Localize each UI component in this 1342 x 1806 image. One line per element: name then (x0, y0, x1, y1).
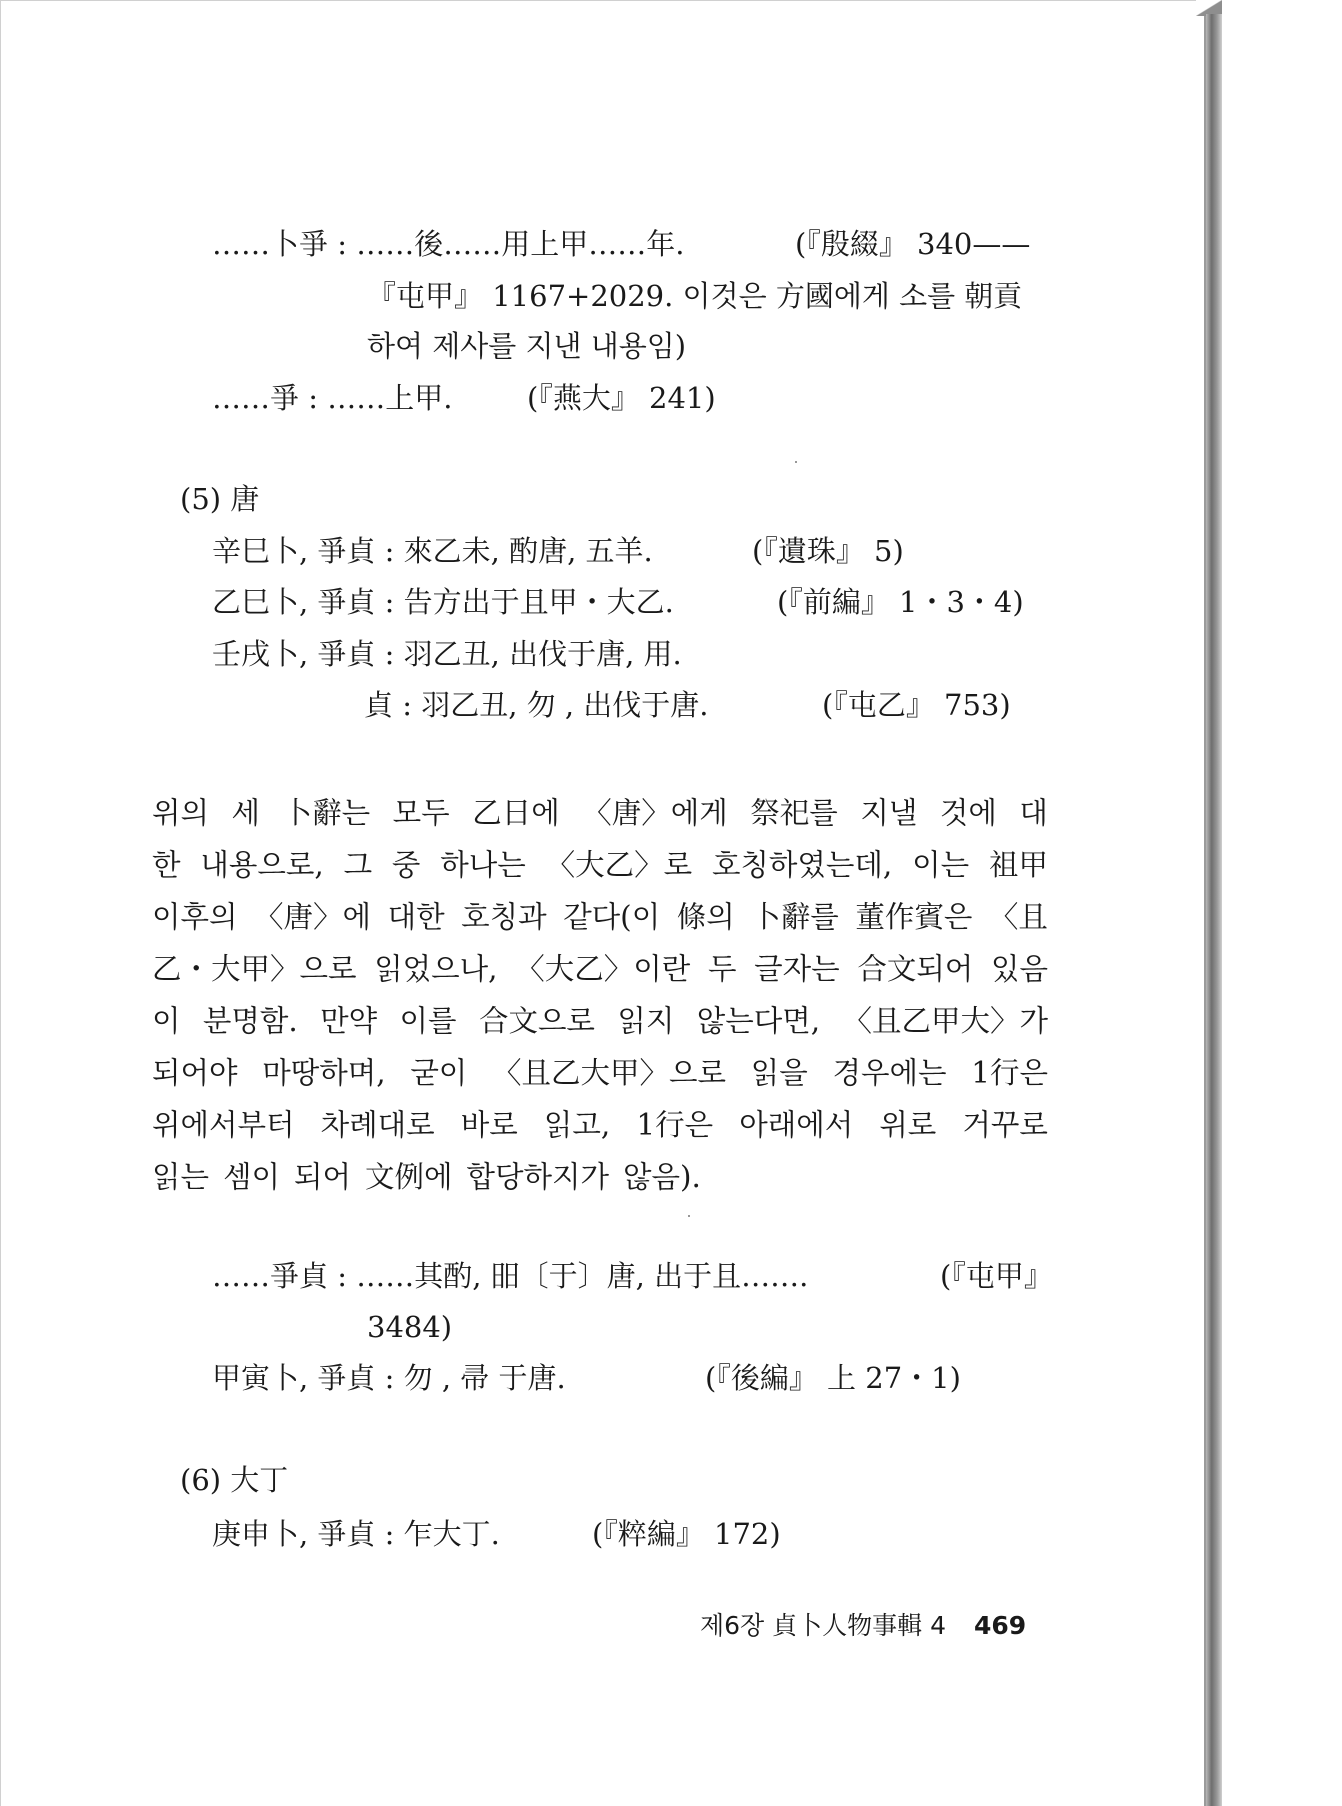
paragraph-word: 되어야 (152, 1056, 238, 1090)
paragraph-word: 것에 (939, 796, 997, 830)
inscription-text: 乙巳卜, 爭貞 : 告方出于且甲・大乙. (212, 585, 674, 619)
paragraph-word: 같다(이 (563, 900, 661, 934)
paragraph-word: 경우에는 (832, 1056, 947, 1090)
paragraph-word: 합당하지가 (466, 1160, 609, 1194)
paragraph-line (152, 1047, 1048, 1099)
paragraph-word: 〈唐〉에 (254, 900, 372, 934)
section-heading (180, 1460, 288, 1500)
inscription-line (212, 378, 452, 418)
inscription-source (822, 685, 1011, 725)
source-citation: (『粹編』 172) (592, 1517, 781, 1551)
paragraph-word: 호칭하였는데, (711, 848, 893, 882)
paragraph-line (152, 943, 1048, 995)
paragraph-word: 〈大乙〉로 (545, 848, 693, 882)
paragraph-word: 乙日에 (472, 796, 560, 830)
paragraph-line (152, 787, 1048, 839)
paragraph-word: 合文되어 (857, 952, 974, 986)
inscription-line (212, 1514, 500, 1554)
paragraph-word: 1行은 (636, 1108, 714, 1142)
paragraph-word: 중 (391, 848, 421, 882)
inscription-source (592, 1514, 781, 1554)
paragraph-word: 祭祀를 (750, 796, 838, 830)
inscription-source (795, 224, 1030, 264)
paragraph-word: 읽고, (543, 1108, 611, 1142)
inscription-line (367, 1307, 452, 1347)
paragraph-word: 읽지 (617, 1004, 675, 1038)
inscription-text: ……爭 : ……上甲. (212, 381, 453, 415)
paragraph-word: 〈唐〉에게 (582, 796, 728, 830)
paragraph-line (152, 839, 1048, 891)
paragraph-word: 마땅하며, (262, 1056, 386, 1090)
paragraph-word: 글자는 (754, 952, 840, 986)
inscription-text: 庚申卜, 爭貞 : 乍大丁. (212, 1517, 500, 1551)
inscription-line (212, 582, 674, 622)
paragraph-word: 읽는 (152, 1160, 209, 1194)
inscription-note: 하여 제사를 지낸 내용임) (367, 329, 687, 363)
paragraph-word: 만약 (320, 1004, 378, 1038)
paragraph-word: 지낼 (860, 796, 918, 830)
paragraph-word: 대 (1019, 796, 1048, 830)
paragraph-word: 세 (231, 796, 261, 830)
source-citation: (『遺珠』 5) (752, 534, 904, 568)
paragraph-word: 乙・大甲〉으로 (152, 952, 357, 986)
paragraph-word: 셈이 (223, 1160, 280, 1194)
paragraph-word: 거꾸로 (962, 1108, 1048, 1142)
inscription-line (367, 276, 1022, 316)
inscription-source (777, 582, 1024, 622)
inscription-line (212, 224, 684, 264)
inscription-text: 貞 : 羽乙丑, 勿 , 出伐于唐. (364, 688, 709, 722)
paragraph-word: 董作賓은 (855, 900, 973, 934)
paragraph-word: 읽었으나, (374, 952, 498, 986)
section-heading (180, 479, 259, 519)
inscription-source (527, 378, 716, 418)
inscription-line (212, 1358, 566, 1398)
inscription-source (940, 1256, 1053, 1296)
paragraph-line (152, 1099, 1048, 1151)
source-citation: (『前編』 1・3・4) (777, 585, 1024, 619)
paragraph-word: 분명함. (202, 1004, 298, 1038)
paragraph-word: 合文으로 (478, 1004, 595, 1038)
paragraph-word: 굳이 (410, 1056, 468, 1090)
paragraph-word: 〈且乙大甲〉으로 (492, 1056, 727, 1090)
scan-speck (688, 1215, 690, 1217)
paragraph-word: 이는 (912, 848, 970, 882)
paragraph-word: 차례대로 (320, 1108, 435, 1142)
paragraph-word: 〈且乙甲大〉가 (842, 1004, 1048, 1038)
paragraph-word: 1行은 (971, 1056, 1048, 1090)
inscription-line (212, 531, 653, 571)
paragraph-word: 條의 (676, 900, 735, 934)
paragraph-word: 卜辭는 (282, 796, 371, 830)
source-citation: (『屯甲』 (940, 1259, 1053, 1293)
running-footer (700, 1608, 1026, 1644)
inscription-text: 辛巳卜, 爭貞 : 來乙未, 酌唐, 五羊. (212, 534, 653, 568)
paragraph-word: 〈大乙〉이란 (515, 952, 691, 986)
paragraph-word: 되어 (294, 1160, 351, 1194)
inscription-text: 壬戌卜, 爭貞 : 羽乙丑, 出伐于唐, 用. (212, 637, 682, 671)
paragraph-word: 〈且 (988, 900, 1048, 934)
paragraph-line (152, 891, 1048, 943)
paragraph-word: 모두 (392, 796, 450, 830)
paragraph-word: 한 (152, 848, 181, 882)
paragraph-word: 아래에서 (739, 1108, 854, 1142)
page-edge (1206, 14, 1222, 1806)
source-citation: (『屯乙』 753) (822, 688, 1011, 722)
paragraph-word: 않음). (623, 1160, 701, 1194)
chapter-title: 제6장 貞卜人物事輯 4 (700, 1611, 947, 1640)
source-citation: (『後編』 上 27・1) (705, 1361, 961, 1395)
paragraph-word: 두 (707, 952, 737, 986)
paragraph-word: 이후의 (152, 900, 238, 934)
scan-speck (795, 461, 797, 463)
paragraph-word: 위에서부터 (152, 1108, 295, 1142)
paragraph-word: 文例에 (365, 1160, 453, 1194)
paragraph-word: 내용으로, (200, 848, 324, 882)
source-citation: (『燕大』 241) (527, 381, 716, 415)
section-heading-text: (6) 大丁 (180, 1463, 289, 1497)
inscription-line (212, 634, 682, 674)
paragraph-word: 않는다면, (696, 1004, 821, 1038)
inscription-note: 『屯甲』 1167+2029. 이것은 方國에게 소를 朝貢 (367, 279, 1023, 313)
inscription-text: ……卜爭 : ……後……用上甲……年. (212, 227, 685, 261)
paragraph-line (152, 1151, 1048, 1203)
paragraph-word: 있음 (991, 952, 1048, 986)
paragraph-word: 祖甲 (988, 848, 1048, 882)
source-citation: 3484) (367, 1310, 453, 1344)
paragraph-word: 이 (152, 1004, 181, 1038)
paragraph-line (152, 995, 1048, 1047)
paragraph-word: 위로 (879, 1108, 937, 1142)
inscription-source (705, 1358, 961, 1398)
inscription-text: ……爭貞 : ……其酌, 昍〔于〕唐, 出于且……. (212, 1259, 809, 1293)
paragraph-word: 바로 (460, 1108, 518, 1142)
inscription-source (752, 531, 904, 571)
inscription-line (212, 1256, 808, 1296)
inscription-line (364, 685, 709, 725)
paragraph-word: 하나는 (440, 848, 526, 882)
inscription-text: 甲寅卜, 爭貞 : 勿 , 帚 于唐. (212, 1361, 566, 1395)
paragraph-word: 그 (343, 848, 373, 882)
source-citation: (『殷綴』 340—— (795, 227, 1031, 261)
paragraph-word: 대한 (387, 900, 445, 934)
commentary-paragraph (152, 787, 1048, 1203)
paragraph-word: 읽을 (750, 1056, 808, 1090)
paragraph-word: 호칭과 (461, 900, 547, 934)
paragraph-word: 위의 (152, 796, 209, 830)
section-heading-text: (5) 唐 (180, 482, 260, 516)
paragraph-word: 卜辭를 (751, 900, 839, 934)
inscription-line (367, 326, 686, 366)
paragraph-word: 이를 (399, 1004, 457, 1038)
page-number: 469 (974, 1611, 1027, 1640)
